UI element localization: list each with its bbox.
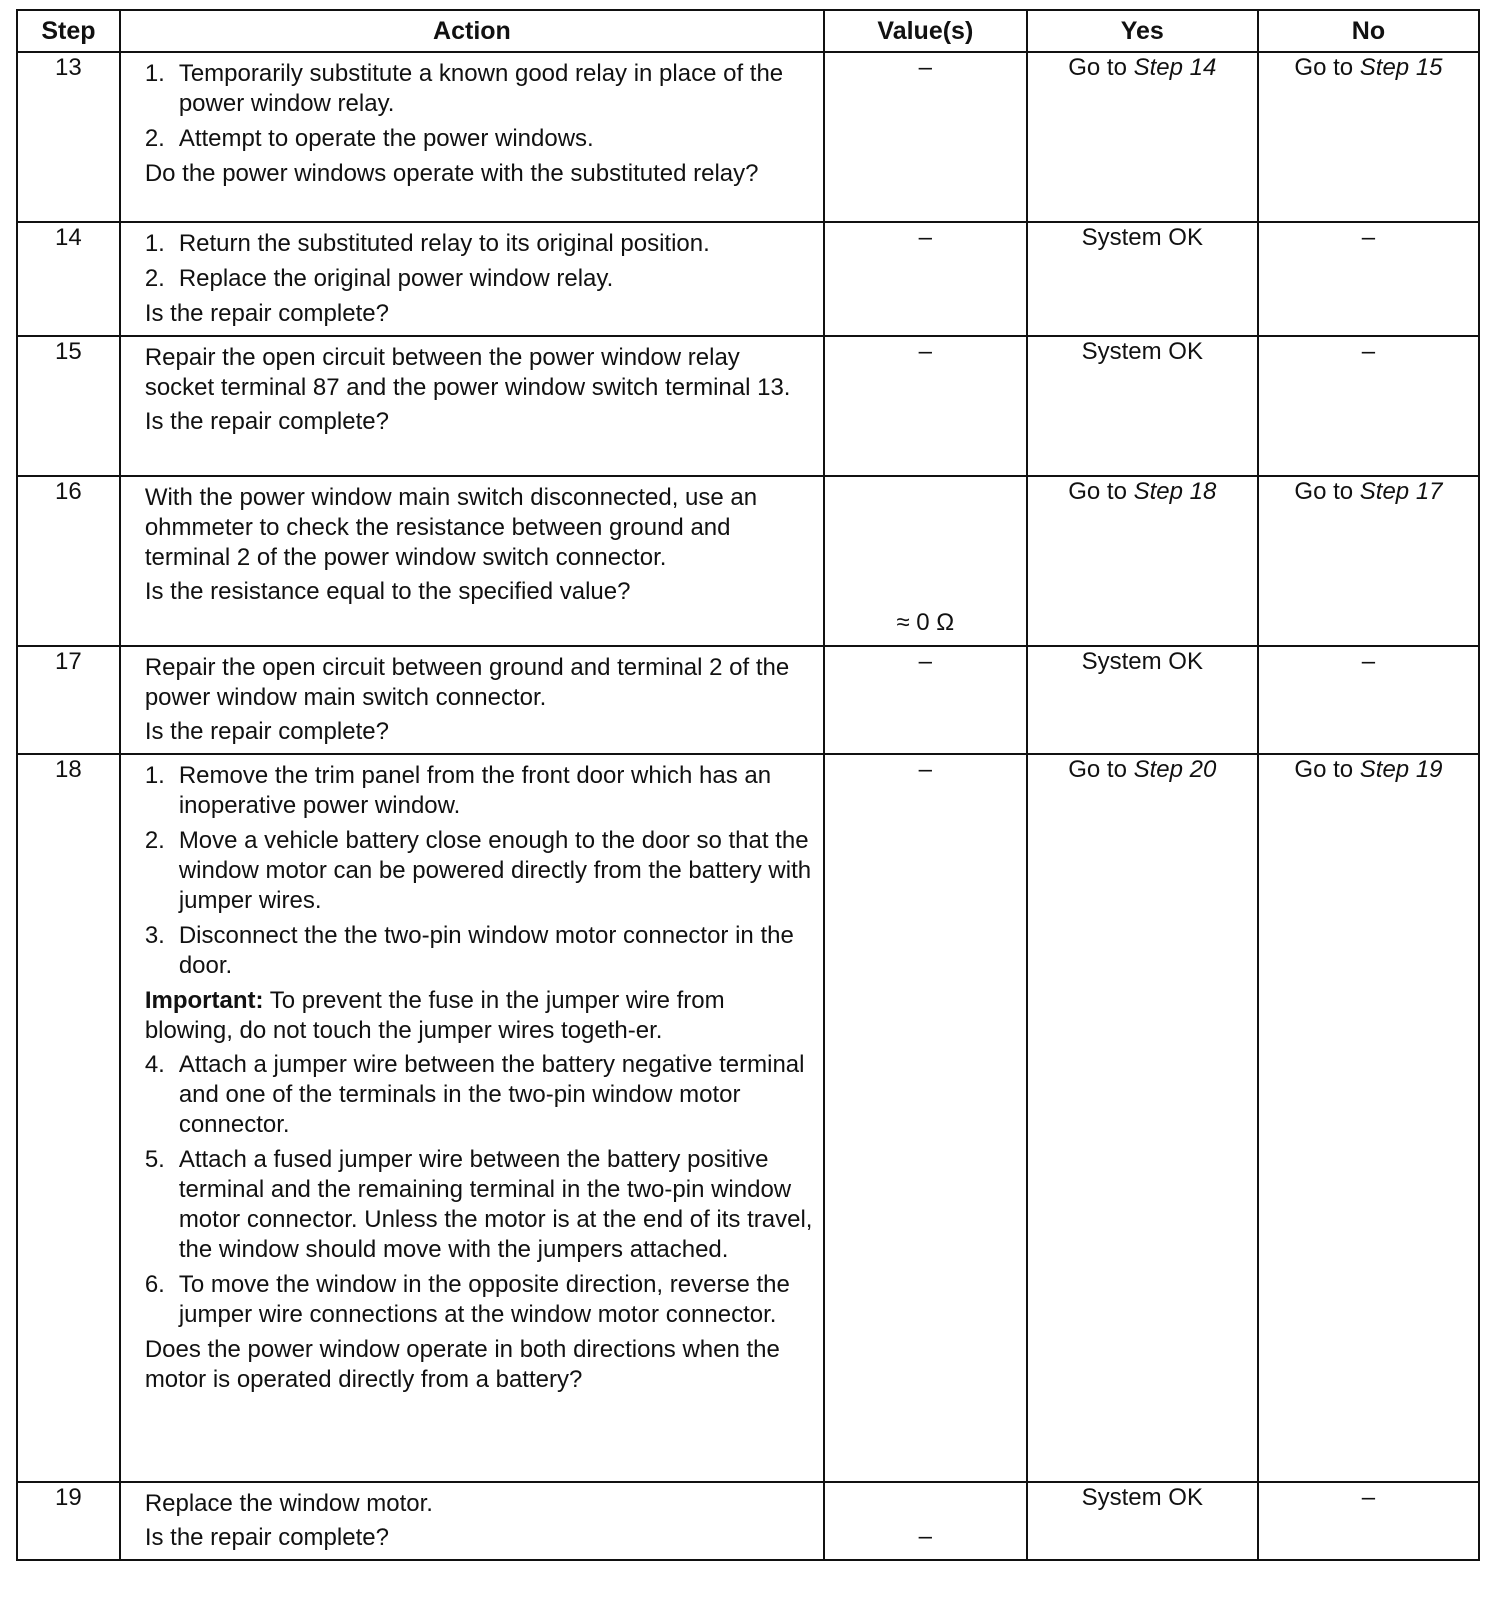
question-text: Is the repair complete? — [144, 300, 389, 327]
yes-cell: System OK — [1027, 222, 1258, 336]
no-cell: – — [1258, 1482, 1479, 1560]
no-cell: – — [1258, 646, 1479, 754]
step-link: Step 20 — [1133, 756, 1217, 783]
table-row — [17, 222, 1479, 336]
no-cell: Go to Step 15 — [1258, 52, 1479, 222]
table-row — [17, 336, 1479, 476]
no-cell: Go to Step 17 — [1258, 476, 1479, 646]
question-text: Do the power windows operate with the substituted relay? — [144, 160, 759, 187]
action-text: Repair the open circuit between the power window relay socket terminal 87 and the power window switch terminal 13. — [144, 344, 791, 401]
action-cell — [120, 1482, 824, 1560]
header-action: Action — [120, 10, 824, 52]
important-label: Important: — [144, 987, 264, 1014]
no-cell: – — [1258, 222, 1479, 336]
yes-cell: Go to Step 20 — [1027, 754, 1258, 1482]
header-row — [17, 10, 1479, 52]
question-text: Is the repair complete? — [144, 1524, 389, 1551]
step-number: 15 — [17, 336, 120, 476]
action-cell — [120, 754, 824, 1482]
action-text: Repair the open circuit between ground and terminal 2 of the power window main switch connector. — [144, 654, 790, 711]
table-row — [17, 1482, 1479, 1560]
list-item: 5. Attach a fused jumper wire between the battery positive terminal and the remaining terminal in the two-pin window motor connector. Unless the motor is at the end of its travel, the window should move with the jumpers attached. — [144, 1146, 813, 1263]
header-values: Value(s) — [824, 10, 1027, 52]
step-link: Step 14 — [1133, 54, 1217, 81]
yes-cell: System OK — [1027, 646, 1258, 754]
step-link: Step 18 — [1133, 478, 1217, 505]
question-text: Is the repair complete? — [144, 408, 389, 435]
step-number: 13 — [17, 52, 120, 222]
no-cell: Go to Step 19 — [1258, 754, 1479, 1482]
action-cell — [120, 52, 824, 222]
list-item: 1. Temporarily substitute a known good relay in place of the power window relay. — [144, 60, 784, 117]
action-text: With the power window main switch disconnected, use an ohmmeter to check the resistance between ground and terminal 2 of the power window switch connector. — [144, 484, 758, 571]
yes-cell: Go to Step 14 — [1027, 52, 1258, 222]
no-cell: – — [1258, 336, 1479, 476]
important-text: To prevent the fuse in the jumper wire from blowing, do not touch the jumper wires togeth-er. — [144, 987, 725, 1044]
list-item: 4. Attach a jumper wire between the battery negative terminal and one of the terminals in the two-pin window motor connector. — [144, 1051, 805, 1138]
list-item: 2. Move a vehicle battery close enough to the door so that the window motor can be powered directly from the battery with jumper wires. — [144, 827, 812, 914]
table-row — [17, 476, 1479, 646]
step-link: Step 15 — [1359, 54, 1443, 81]
list-item: 2. Replace the original power window relay. — [144, 265, 614, 292]
header-step: Step — [17, 10, 120, 52]
action-cell — [120, 222, 824, 336]
step-number: 16 — [17, 476, 120, 646]
step-link: Step 17 — [1359, 478, 1443, 505]
value-cell: – — [824, 1482, 1027, 1560]
question-text: Is the resistance equal to the specified value? — [144, 578, 631, 605]
yes-cell: System OK — [1027, 336, 1258, 476]
list-item: 3. Disconnect the the two-pin window motor connector in the door. — [144, 922, 794, 979]
step-number: 17 — [17, 646, 120, 754]
action-cell — [120, 476, 824, 646]
important-note — [145, 986, 813, 1046]
action-cell — [120, 646, 824, 754]
action-cell — [120, 336, 824, 476]
table-row — [17, 646, 1479, 754]
header-yes: Yes — [1027, 10, 1258, 52]
yes-cell: Go to Step 18 — [1027, 476, 1258, 646]
list-item: 1. Return the substituted relay to its original position. — [144, 230, 710, 257]
step-number: 14 — [17, 222, 120, 336]
list-item: 6. To move the window in the opposite direction, reverse the jumper wire connections at the window motor connector. — [144, 1271, 790, 1328]
value-cell: – — [824, 222, 1027, 336]
table-row — [17, 52, 1479, 222]
action-text: Replace the window motor. — [144, 1490, 433, 1517]
question-text: Does the power window operate in both directions when the motor is operated directly from a battery? — [144, 1336, 780, 1393]
table-row — [17, 754, 1479, 1482]
question-text: Is the repair complete? — [144, 718, 389, 745]
step-link: Step 19 — [1359, 756, 1443, 783]
value-cell: – — [824, 646, 1027, 754]
value-cell: – — [824, 52, 1027, 222]
header-no: No — [1258, 10, 1479, 52]
step-number: 19 — [17, 1482, 120, 1560]
value-cell: ≈ 0 Ω — [824, 476, 1027, 646]
value-cell: – — [824, 336, 1027, 476]
list-item: 2. Attempt to operate the power windows. — [144, 125, 594, 152]
list-item: 1. Remove the trim panel from the front door which has an inoperative power window. — [144, 762, 772, 819]
value-cell: – — [824, 754, 1027, 1482]
step-number: 18 — [17, 754, 120, 1482]
diagnostic-table — [16, 9, 1480, 1561]
yes-cell: System OK — [1027, 1482, 1258, 1560]
